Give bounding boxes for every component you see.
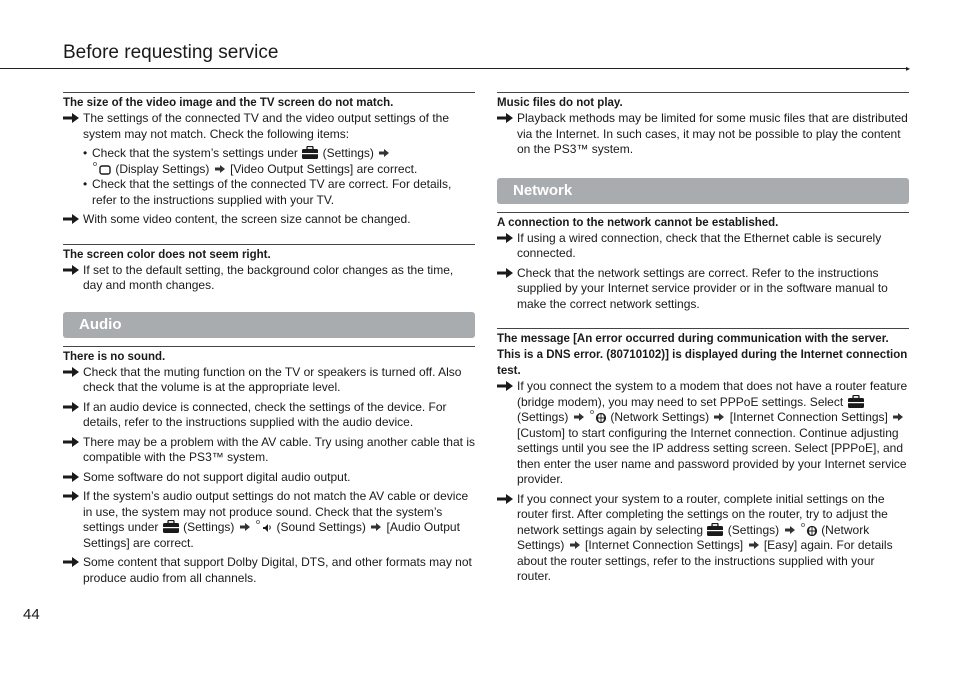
arrow-icon [497, 380, 513, 392]
arrow-icon [497, 112, 513, 124]
arrow-icon [497, 493, 513, 505]
topic-title: The size of the video image and the TV screen do not match. [63, 97, 394, 109]
arrow-icon [63, 366, 79, 378]
topic-title: A connection to the network cannot be established. [497, 216, 779, 229]
bullet-list [83, 146, 475, 208]
list-item: Some content that support Dolby Digital, DTS, and other formats may not produce audio from all channels. [63, 555, 475, 586]
list-item: Check that the muting function on the TV or speakers is turned off. Also check that the volume is at the appropriate level. [63, 365, 475, 396]
step-arrow-icon [371, 523, 381, 531]
step-arrow-icon [240, 523, 250, 531]
list-item: The settings of the connected TV and the video output settings of the system may not match. Check the following items: • Check that the system’s settings under (Settings) (Display Settings) [Video Output Settings] are correct. • Check that the settings of the connected TV are correct. For details, refer to the instructions supplied with your TV. [63, 111, 475, 208]
toolbox-icon [162, 520, 180, 533]
bullet-item: • Check that the system’s settings under (Settings) (Display Settings) [Video Output Settings] are correct. [83, 146, 475, 177]
title-rule [0, 68, 908, 69]
section-header-audio: Audio [63, 312, 475, 338]
topic-title: Music files do not play. [497, 97, 623, 109]
right-column [497, 92, 909, 601]
topic-dns-error [497, 328, 909, 585]
display-settings-icon [92, 162, 112, 175]
list-item: Playback methods may be limited for some music files that are distributed via the Internet. In such cases, it may not be possible to play the content on the PS3™ system. [497, 111, 909, 158]
topic-music-files [497, 92, 909, 158]
toolbox-icon [847, 395, 865, 408]
arrow-icon [63, 401, 79, 413]
list-item: If using a wired connection, check that the Ethernet cable is securely connected. [497, 231, 909, 262]
step-arrow-icon [893, 413, 903, 421]
step-arrow-icon [574, 413, 584, 421]
step-arrow-icon [749, 541, 759, 549]
list-item: Some software do not support digital audio output. [63, 470, 475, 486]
list-item: If the system’s audio output settings do not match the AV cable or device in use, the system may not produce sound. Check that the system’s settings under (Settings) (Sound Settings) [Audio Output Settings] are correct. [63, 489, 475, 551]
topic-screen-color [63, 244, 475, 294]
topic-video-size [63, 92, 475, 228]
step-arrow-icon [570, 541, 580, 549]
arrow-icon [63, 490, 79, 502]
topic-title: The screen color does not seem right. [63, 248, 271, 261]
step-arrow-icon [714, 413, 724, 421]
left-column [63, 92, 475, 602]
network-settings-icon [589, 410, 607, 423]
bullet-item: • Check that the settings of the connected TV are correct. For details, refer to the instructions supplied with your TV. [83, 177, 475, 208]
list-item: There may be a problem with the AV cable. Try using another cable that is compatible with the PS3™ system. [63, 435, 475, 466]
sound-settings-icon [255, 520, 273, 533]
toolbox-icon [706, 523, 724, 536]
arrow-icon [497, 232, 513, 244]
list-item: With some video content, the screen size cannot be changed. [63, 212, 475, 228]
list-item: Check that the network settings are correct. Refer to the instructions supplied by your Internet service provider or in the software manual to make the correct network settings. [497, 266, 909, 313]
page-title: Before requesting service [63, 42, 279, 63]
step-arrow-icon [785, 526, 795, 534]
arrow-icon [63, 112, 79, 124]
arrow-icon [63, 213, 79, 225]
arrow-icon [63, 436, 79, 448]
topic-network-connection [497, 212, 909, 313]
topic-title: The message [An error occurred during communication with the server. This is a DNS error. (80710102)] is displayed during the Internet connection test. [497, 333, 908, 377]
list-item: If set to the default setting, the background color changes as the time, day and month changes. [63, 263, 475, 294]
toolbox-icon [301, 146, 319, 159]
page-number: 44 [23, 606, 40, 623]
section-header-network: Network [497, 178, 909, 204]
step-arrow-icon [379, 149, 389, 157]
topic-title: There is no sound. [63, 350, 166, 363]
arrow-icon [63, 556, 79, 568]
list-item: If you connect the system to a modem that does not have a router feature (bridge modem), you may need to set PPPoE settings. Select (Settings) (Network Settings) [Internet Connection Settings] [Custom] to start configuring the Internet connection. Continue adjusting settings until you see the IP address setting screen. Select [PPPoE], and then enter the user name and password provided by your Internet service provider. [497, 379, 909, 488]
arrow-icon [63, 264, 79, 276]
topic-no-sound [63, 346, 475, 587]
network-settings-icon [800, 523, 818, 536]
list-item: If an audio device is connected, check the settings of the device. For details, refer to the instructions supplied with the audio device. [63, 400, 475, 431]
arrow-icon [63, 471, 79, 483]
list-item: If you connect your system to a router, complete initial settings on the router first. After completing the settings on the router, try to adjust the network settings again by selecting (Settings) (Network Settings) [Internet Connection Settings] [Easy] again. For details about the router settings, refer to the instructions supplied with your router. [497, 492, 909, 585]
arrow-icon [497, 267, 513, 279]
step-arrow-icon [215, 165, 225, 173]
corner-mark: ▸ [906, 64, 911, 73]
